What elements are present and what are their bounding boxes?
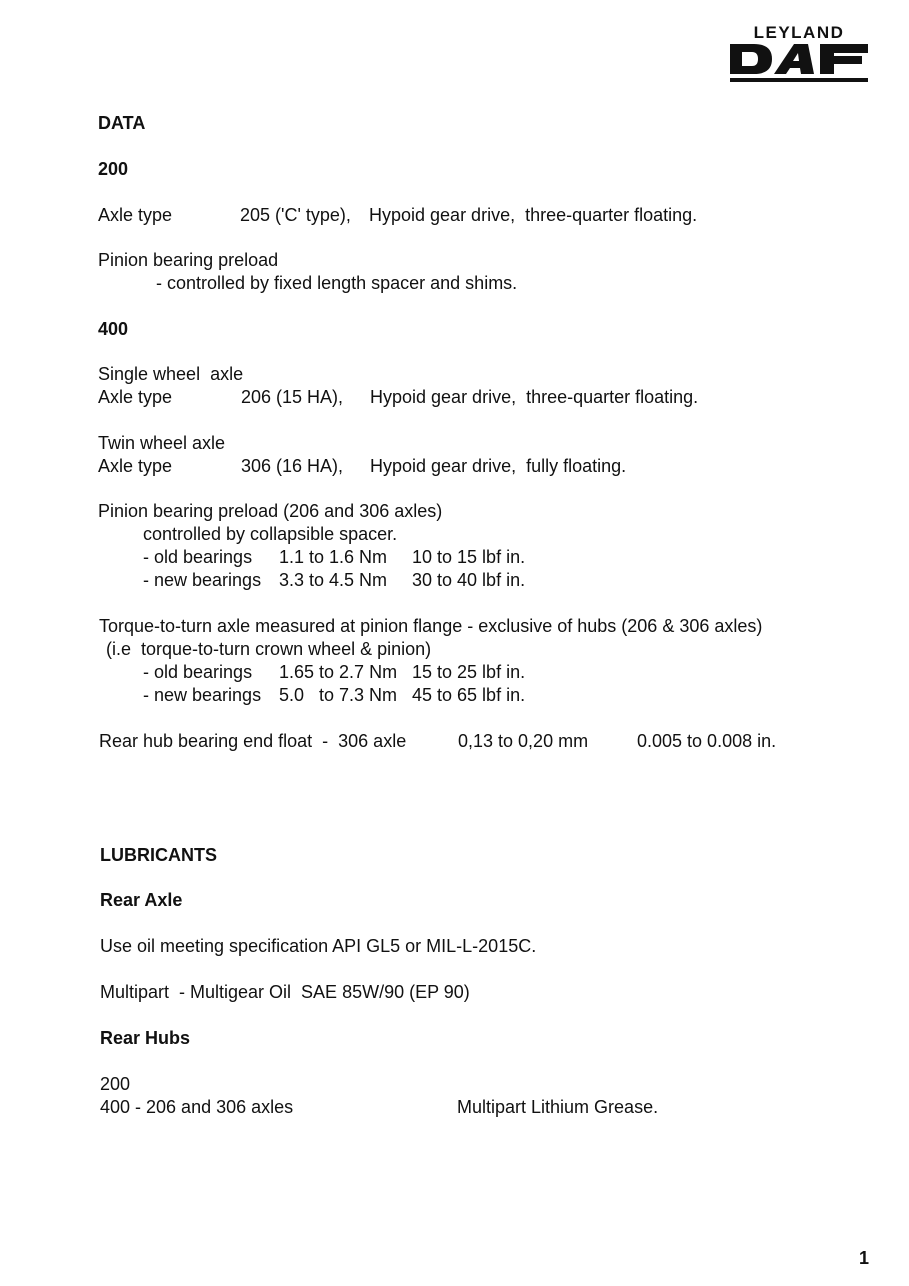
end-float-in: 0.005 to 0.008 in. (637, 731, 777, 751)
end-float-mm: 0,13 to 0,20 mm (458, 731, 589, 751)
preload-row-nm: 1.1 to 1.6 Nm (279, 547, 388, 567)
pinion-preload-title: Pinion bearing preload (98, 250, 279, 270)
preload-row-lbf: 10 to 15 lbf in. (412, 547, 526, 567)
section-heading-data: DATA (98, 113, 146, 133)
axle-type-desc: Hypoid gear drive, three-quarter floating. (369, 205, 698, 225)
rear-hubs-line-200: 200 (100, 1074, 131, 1094)
pinion-preload-note: - controlled by fixed length spacer and shims. (156, 273, 518, 293)
section-heading-lubricants: LUBRICANTS (100, 845, 217, 865)
model-400-heading: 400 (98, 319, 129, 339)
torque-to-turn-title: Torque-to-turn axle measured at pinion flange - exclusive of hubs (206 & 306 axles) (99, 616, 763, 636)
single-wheel-axle: Single wheel axle (98, 364, 244, 384)
rear-axle-product: Multipart - Multigear Oil SAE 85W/90 (EP 90) (100, 982, 470, 1002)
torque-row-label: - new bearings (143, 685, 262, 705)
leyland-daf-logo (728, 24, 870, 84)
torque-row-lbf: 15 to 25 lbf in. (412, 662, 526, 682)
axle-type-value: 206 (15 HA), (241, 387, 344, 407)
torque-row-nm: 1.65 to 2.7 Nm (279, 662, 398, 682)
rear-hubs-line-400: 400 - 206 and 306 axles (100, 1097, 294, 1117)
torque-to-turn-sub: (i.e torque-to-turn crown wheel & pinion) (106, 639, 432, 659)
preload-row-nm: 3.3 to 4.5 Nm (279, 570, 388, 590)
page-number: 1 (859, 1248, 870, 1268)
preload-row-label: - old bearings (143, 547, 253, 567)
preload-row-lbf: 30 to 40 lbf in. (412, 570, 526, 590)
rear-axle-heading: Rear Axle (100, 890, 183, 910)
twin-wheel-axle: Twin wheel axle (98, 433, 226, 453)
rear-hubs-grease: Multipart Lithium Grease. (457, 1097, 659, 1117)
logo-brand-top: LEYLAND (753, 23, 845, 42)
axle-type-value: 205 ('C' type), (240, 205, 351, 225)
pinion-preload-sub: controlled by collapsible spacer. (143, 524, 398, 544)
axle-type-value: 306 (16 HA), (241, 456, 344, 476)
axle-type-label: Axle type (98, 387, 173, 407)
pinion-preload-title-400: Pinion bearing preload (206 and 306 axles) (98, 501, 443, 521)
end-float-label: Rear hub bearing end float - 306 axle (99, 731, 407, 751)
axle-type-label: Axle type (98, 205, 173, 225)
axle-type-desc: Hypoid gear drive, three-quarter floating. (370, 387, 699, 407)
torque-row-nm: 5.0 to 7.3 Nm (279, 685, 398, 705)
rear-axle-spec: Use oil meeting specification API GL5 or MIL-L-2015C. (100, 936, 537, 956)
axle-type-desc: Hypoid gear drive, fully floating. (370, 456, 627, 476)
torque-row-label: - old bearings (143, 662, 253, 682)
torque-row-lbf: 45 to 65 lbf in. (412, 685, 526, 705)
model-200-heading: 200 (98, 159, 129, 179)
daf-logo-mark (728, 42, 870, 84)
axle-type-label: Axle type (98, 456, 173, 476)
rear-hubs-heading: Rear Hubs (100, 1028, 191, 1048)
preload-row-label: - new bearings (143, 570, 262, 590)
